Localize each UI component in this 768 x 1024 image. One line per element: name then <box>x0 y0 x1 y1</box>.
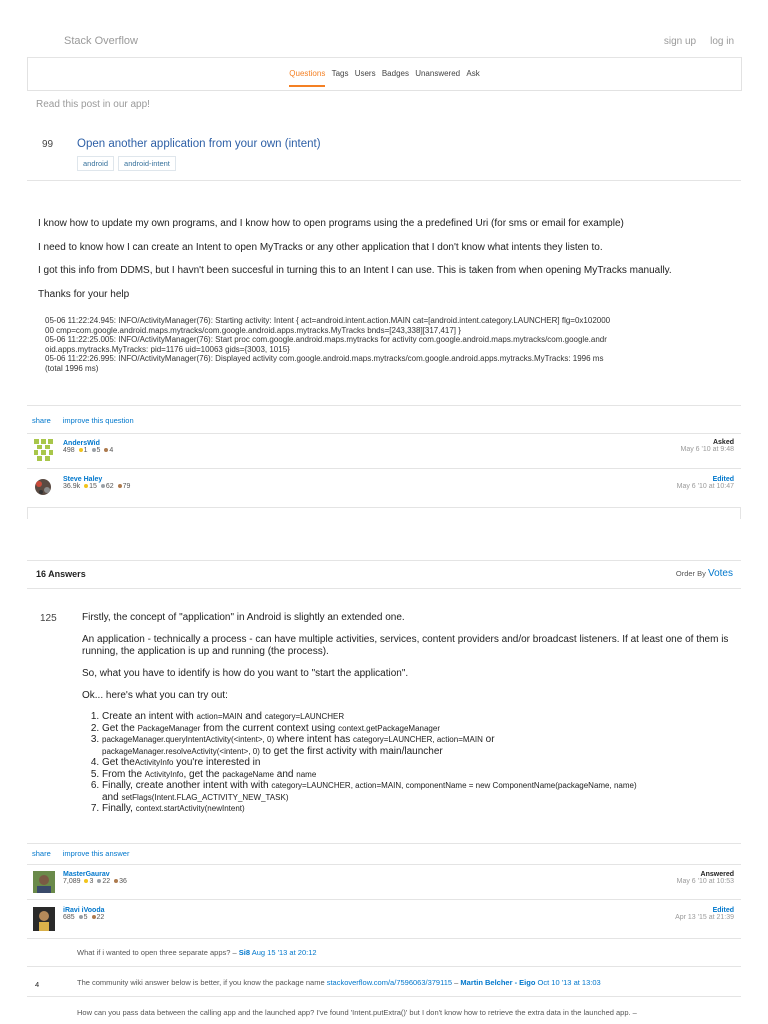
asker-info <box>63 440 113 454</box>
comment-text: The community wiki answer below is better, if you know the package name <box>77 978 327 987</box>
question-actions <box>32 416 134 425</box>
nav-ask[interactable]: Ask <box>466 69 480 78</box>
silver-count: 5 <box>96 447 101 454</box>
question-paragraph: I got this info from DDMS, but I havn't been succesful in turning this to an Intent I can use. This is taken from when opening MyTracks manually. <box>38 265 672 276</box>
answers-count: 16 Answers <box>36 569 86 579</box>
improve-question-link[interactable]: improve this question <box>62 416 134 425</box>
answer-edited-date: Apr 13 '15 at 21:39 <box>675 914 734 921</box>
nav-box <box>27 57 742 91</box>
identicon-icon <box>34 439 54 461</box>
gold-badge-icon <box>84 484 88 488</box>
signup-link[interactable]: sign up <box>663 36 697 47</box>
gold-count: 1 <box>83 447 88 454</box>
gold-count: 3 <box>89 878 94 885</box>
answerer-info <box>63 871 127 885</box>
avatar-icon <box>32 476 54 498</box>
question-body-divider <box>27 405 741 406</box>
answer-paragraph: Firstly, the concept of "application" in Android is slightly an extended one. <box>82 612 405 623</box>
list-item: 6. Finally, create another intent with with category=LAUNCHER, action=MAIN, componentName = new ComponentName(packageName, name) and setFlags(Intent.FLAG_ACTIVITY_NEW_TASK) <box>102 780 732 803</box>
list-item: 3. packageManager.queryIntentActivity(<intent>, 0) where intent has category=LAUNCHER, action=MAIN or packageManager.resolveActivity(<intent>, 0) to get the first activity with main/launcher <box>102 734 732 757</box>
answers-header-divider <box>27 588 741 589</box>
list-item: 5. From the ActivityInfo, get the packageName and name <box>102 769 732 781</box>
silver-badge-icon <box>92 448 96 452</box>
answer-editor-reputation <box>63 914 105 921</box>
comment-separator: – <box>452 978 461 987</box>
bronze-count: 22 <box>96 914 105 921</box>
asker-name[interactable]: AndersWid <box>63 440 100 447</box>
rep-score: 7,089 <box>63 878 81 885</box>
answered-meta <box>677 871 734 885</box>
comment-divider <box>27 966 741 967</box>
edited-meta <box>677 476 734 490</box>
question-end-divider <box>27 507 741 508</box>
question-score: 99 <box>42 139 54 150</box>
order-by-votes[interactable]: Votes <box>707 568 733 579</box>
answer-body <box>82 602 732 815</box>
question-header-divider <box>27 180 741 181</box>
edited-label[interactable]: Edited <box>712 476 734 483</box>
bronze-count: 36 <box>119 878 127 885</box>
asker-divider <box>27 468 741 469</box>
question-paragraph: Thanks for your help <box>38 288 130 300</box>
answer-editor-avatar[interactable] <box>33 907 55 936</box>
order-by-label: Order By <box>675 569 706 578</box>
main-nav <box>28 69 741 87</box>
silver-count: 5 <box>83 914 88 921</box>
question-paragraph: I need to know how I can create an Intent to open MyTracks or any other application that I don't know what intents they listen to. <box>38 241 603 253</box>
comment-user-link[interactable]: Si8 <box>238 948 251 957</box>
comment <box>77 978 737 987</box>
comment-date-link[interactable]: Aug 15 '13 at 20:12 <box>251 948 317 957</box>
answer-edited-meta <box>675 907 734 921</box>
answer-editor-info <box>63 907 105 921</box>
silver-badge-icon <box>79 915 83 919</box>
silver-count: 22 <box>102 878 111 885</box>
share-question-link[interactable]: share <box>32 416 51 425</box>
comment <box>77 1008 737 1017</box>
login-link[interactable]: log in <box>710 36 734 47</box>
answer-paragraph: An application - technically a process - can have multiple activities, services, content providers and/or broadcast listeners. If at least one of them is running, the application is up and running (the process). <box>82 634 729 657</box>
asker-avatar[interactable] <box>34 439 54 466</box>
answer-paragraph: Ok... here's what you can try out: <box>82 690 228 701</box>
bronze-badge-icon <box>118 484 122 488</box>
tag-android[interactable]: android <box>77 156 114 171</box>
answer-actions <box>32 849 129 858</box>
list-item: 7. Finally, context.startActivity(newIntent) <box>102 803 732 815</box>
comment-user-link[interactable]: Martin Belcher - Eigo <box>460 978 536 987</box>
question-tags <box>77 156 176 171</box>
bronze-count: 4 <box>109 447 114 454</box>
nav-users[interactable]: Users <box>354 69 376 78</box>
editor-name[interactable]: Steve Haley <box>63 476 103 483</box>
answerer-divider <box>27 899 741 900</box>
answer-actions-divider <box>27 864 741 865</box>
silver-badge-icon <box>101 484 105 488</box>
answer-editor-name[interactable]: iRavi iVooda <box>63 907 105 914</box>
silver-count: 62 <box>105 483 114 490</box>
question-title[interactable]: Open another application from your own (intent) <box>77 138 321 150</box>
rep-score: 685 <box>63 914 75 921</box>
answerer-name[interactable]: MasterGaurav <box>63 871 110 878</box>
ddms-log-block: 05-06 11:22:24.945: INFO/ActivityManager(76): Starting activity: Intent { act=android.intent.action.MAIN cat=[android.intent.category.LAUNCHER] flg=0x102000 00 cmp=com.google.android.maps.mytracks/com.google.android.apps.mytracks.MyTracks bnds=[243,338][317,417] } 05-06 11:22:25.005: INFO/ActivityManager(76): Start proc com.google.android.maps.mytracks for activity com.google.android.maps.mytracks/com.google.andr oid.apps.mytracks.MyTracks: pid=1176 uid=10063 gids={3003, 1015} 05-06 11:22:26.995: INFO/ActivityManager(76): Displayed activity com.google.android.maps.mytracks/com.google.android.apps.mytracks.MyTracks: 1996 ms (total 1996 ms) <box>45 316 611 373</box>
comment-text: How can you pass data between the calling app and the launched app? I've found 'Intent.putExtra()' but I don't know how to retrieve the extra data in the launched app. – <box>77 1008 637 1017</box>
nav-questions[interactable]: Questions <box>289 69 325 87</box>
answer-score: 125 <box>40 613 57 624</box>
comment-text: What if i wanted to open three separate apps? – <box>77 948 239 957</box>
improve-answer-link[interactable]: improve this answer <box>62 849 130 858</box>
silver-badge-icon <box>97 879 101 883</box>
answerer-avatar[interactable] <box>33 871 55 898</box>
asker-reputation <box>63 447 113 454</box>
bronze-badge-icon <box>114 879 118 883</box>
site-brand[interactable]: Stack Overflow <box>64 35 138 47</box>
asked-meta <box>681 439 734 453</box>
answers-top-divider <box>27 560 741 561</box>
rep-score: 498 <box>63 447 75 454</box>
nav-tags[interactable]: Tags <box>331 69 349 78</box>
list-item: 4. Get theActivityInfo you're interested in <box>102 757 732 769</box>
list-item: 1. Create an intent with action=MAIN and category=LAUNCHER <box>102 711 732 723</box>
comment <box>77 948 727 957</box>
edited-date: May 6 '10 at 10:47 <box>676 483 734 490</box>
bronze-count: 79 <box>122 483 131 490</box>
gold-count: 15 <box>89 483 97 490</box>
read-in-app-link[interactable]: Read this post in our app! <box>36 99 150 110</box>
question-paragraph: I know how to update my own programs, and I know how to open programs using the a predefined Uri (for sms or email for example) <box>38 218 624 229</box>
answerer-reputation <box>63 878 127 885</box>
asked-label: Asked <box>712 439 734 446</box>
rep-score: 36.9k <box>63 483 81 490</box>
auth-links <box>664 36 734 47</box>
nav-badges[interactable]: Badges <box>381 69 409 78</box>
comment-score: 4 <box>35 980 40 989</box>
actions-divider <box>27 433 741 434</box>
question-body <box>38 208 738 312</box>
gold-badge-icon <box>79 448 83 452</box>
editor-reputation <box>63 483 130 490</box>
comments-top-divider <box>27 938 741 939</box>
order-by <box>676 568 733 579</box>
editor-info <box>63 476 130 490</box>
list-item: 2. Get the PackageManager from the current context using context.getPackageManager <box>102 723 732 735</box>
bronze-badge-icon <box>104 448 108 452</box>
gold-badge-icon <box>84 879 88 883</box>
comment-date-link[interactable]: Oct 10 '13 at 13:03 <box>537 978 601 987</box>
tag-android-intent[interactable]: android-intent <box>118 156 176 171</box>
answered-date: May 6 '10 at 10:53 <box>676 878 734 885</box>
asked-date: May 6 '10 at 9:48 <box>680 446 734 453</box>
answer-body-divider <box>27 843 741 844</box>
bronze-badge-icon <box>92 915 96 919</box>
avatar-icon <box>33 871 55 893</box>
divider-tick <box>27 507 28 519</box>
answered-label: Answered <box>700 871 734 878</box>
divider-tick <box>740 507 741 519</box>
answer-paragraph: So, what you have to identify is how do you want to "start the application". <box>82 668 409 679</box>
comment-link[interactable]: stackoverflow.com/a/7596063/379115 <box>326 978 453 987</box>
editor-avatar[interactable] <box>32 476 54 503</box>
share-answer-link[interactable]: share <box>32 849 51 858</box>
avatar-icon <box>33 907 55 931</box>
answer-steps-list <box>82 711 732 815</box>
answer-edited-label[interactable]: Edited <box>712 907 734 914</box>
comment-divider <box>27 996 741 997</box>
nav-unanswered[interactable]: Unanswered <box>415 69 461 78</box>
